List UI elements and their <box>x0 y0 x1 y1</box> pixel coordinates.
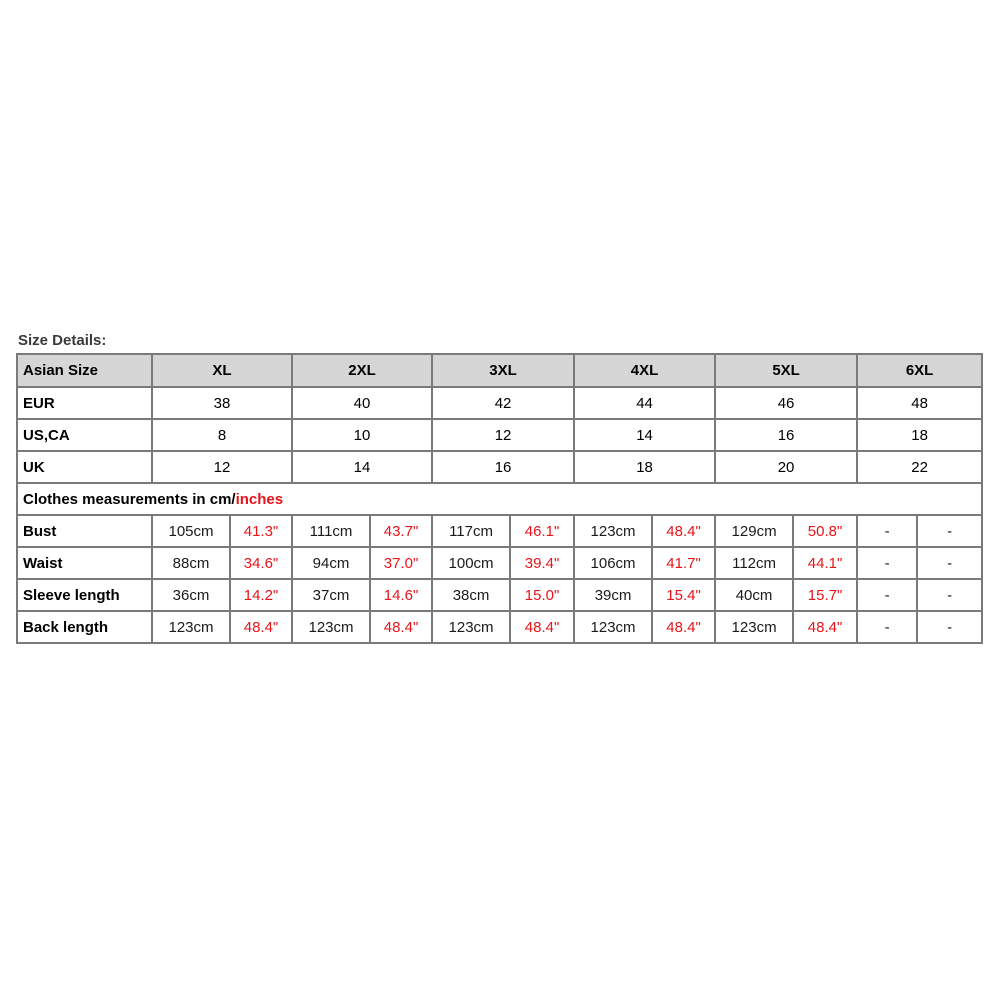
cm-value-cell: 123cm <box>715 611 793 643</box>
cm-value-cell: 123cm <box>152 611 230 643</box>
inch-value-cell: 14.6" <box>370 579 432 611</box>
cm-value-cell: 129cm <box>715 515 793 547</box>
inch-value-cell: 48.4" <box>652 515 715 547</box>
cm-value-cell: 100cm <box>432 547 510 579</box>
cm-value-cell: 123cm <box>574 611 652 643</box>
inch-value-cell: 48.4" <box>230 611 292 643</box>
cm-value-cell: 111cm <box>292 515 370 547</box>
size-value-cell: 10 <box>292 419 432 451</box>
conversion-row-uk <box>17 451 982 483</box>
conversion-row-eur <box>17 387 982 419</box>
empty-cm-cell: - <box>857 611 917 643</box>
inch-value-cell: 48.4" <box>510 611 574 643</box>
size-value-cell: 8 <box>152 419 292 451</box>
inch-value-cell: 41.3" <box>230 515 292 547</box>
empty-cm-cell: - <box>857 547 917 579</box>
size-chart-table <box>16 353 983 644</box>
size-value-cell: 12 <box>432 419 574 451</box>
section-title-prefix: Clothes measurements in cm/ <box>23 490 236 508</box>
inch-value-cell: 46.1" <box>510 515 574 547</box>
size-value-cell: 42 <box>432 387 574 419</box>
cm-value-cell: 94cm <box>292 547 370 579</box>
cm-value-cell: 123cm <box>292 611 370 643</box>
size-value-cell: 38 <box>152 387 292 419</box>
size-header-6xl: 6XL <box>857 354 982 387</box>
empty-inch-cell: - <box>917 611 982 643</box>
inch-value-cell: 37.0" <box>370 547 432 579</box>
measurement-row-bust <box>17 515 982 547</box>
size-value-cell: 12 <box>152 451 292 483</box>
inch-value-cell: 14.2" <box>230 579 292 611</box>
empty-inch-cell: - <box>917 515 982 547</box>
size-header-3xl: 3XL <box>432 354 574 387</box>
cm-value-cell: 117cm <box>432 515 510 547</box>
row-label: Waist <box>17 547 152 579</box>
inch-value-cell: 50.8" <box>793 515 857 547</box>
size-header-xl: XL <box>152 354 292 387</box>
inch-value-cell: 44.1" <box>793 547 857 579</box>
inch-value-cell: 15.7" <box>793 579 857 611</box>
inch-value-cell: 43.7" <box>370 515 432 547</box>
size-details-heading: Size Details: <box>18 332 107 349</box>
measurements-section-title <box>17 483 982 515</box>
inch-value-cell: 15.4" <box>652 579 715 611</box>
row-label: US,CA <box>17 419 152 451</box>
inch-value-cell: 41.7" <box>652 547 715 579</box>
row-label: EUR <box>17 387 152 419</box>
asian-size-label: Asian Size <box>17 354 152 387</box>
size-header-5xl: 5XL <box>715 354 857 387</box>
size-header-4xl: 4XL <box>574 354 715 387</box>
size-header-2xl: 2XL <box>292 354 432 387</box>
row-label: Sleeve length <box>17 579 152 611</box>
inch-value-cell: 48.4" <box>793 611 857 643</box>
measurement-row-sleeve-length <box>17 579 982 611</box>
size-value-cell: 16 <box>715 419 857 451</box>
size-value-cell: 46 <box>715 387 857 419</box>
size-value-cell: 20 <box>715 451 857 483</box>
size-value-cell: 14 <box>292 451 432 483</box>
cm-value-cell: 106cm <box>574 547 652 579</box>
row-label: Back length <box>17 611 152 643</box>
cm-value-cell: 112cm <box>715 547 793 579</box>
measurements-section-row <box>17 483 982 515</box>
size-value-cell: 44 <box>574 387 715 419</box>
cm-value-cell: 40cm <box>715 579 793 611</box>
empty-cm-cell: - <box>857 579 917 611</box>
empty-inch-cell: - <box>917 579 982 611</box>
measurement-row-back-length <box>17 611 982 643</box>
size-value-cell: 16 <box>432 451 574 483</box>
cm-value-cell: 88cm <box>152 547 230 579</box>
size-chart-body <box>17 354 982 643</box>
size-value-cell: 48 <box>857 387 982 419</box>
row-label: UK <box>17 451 152 483</box>
inch-value-cell: 15.0" <box>510 579 574 611</box>
conversion-row-us-ca <box>17 419 982 451</box>
inch-value-cell: 34.6" <box>230 547 292 579</box>
empty-cm-cell: - <box>857 515 917 547</box>
size-value-cell: 14 <box>574 419 715 451</box>
size-value-cell: 40 <box>292 387 432 419</box>
inch-value-cell: 48.4" <box>370 611 432 643</box>
size-header-row <box>17 354 982 387</box>
cm-value-cell: 37cm <box>292 579 370 611</box>
cm-value-cell: 39cm <box>574 579 652 611</box>
measurement-row-waist <box>17 547 982 579</box>
size-value-cell: 22 <box>857 451 982 483</box>
cm-value-cell: 123cm <box>432 611 510 643</box>
cm-value-cell: 36cm <box>152 579 230 611</box>
inch-value-cell: 39.4" <box>510 547 574 579</box>
inch-value-cell: 48.4" <box>652 611 715 643</box>
section-title-highlight: inches <box>235 490 284 508</box>
empty-inch-cell: - <box>917 547 982 579</box>
size-value-cell: 18 <box>574 451 715 483</box>
size-value-cell: 18 <box>857 419 982 451</box>
cm-value-cell: 123cm <box>574 515 652 547</box>
cm-value-cell: 38cm <box>432 579 510 611</box>
cm-value-cell: 105cm <box>152 515 230 547</box>
row-label: Bust <box>17 515 152 547</box>
